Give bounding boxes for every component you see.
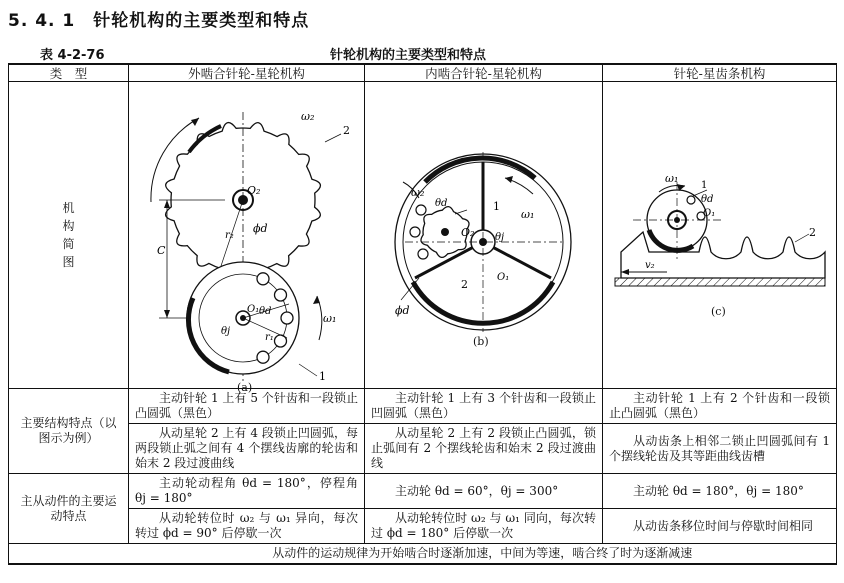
label-phid: ϕd <box>395 304 410 317</box>
table-caption: 针轮机构的主要类型和特点 <box>330 48 487 63</box>
motion-summary: 从动件的运动规律为开始啮合时逐渐加速，中间为等速，啮合终了时为逐渐减速 <box>129 544 837 565</box>
motion-driving-b: 主动轮 θd = 60°，θj = 300° <box>365 474 603 509</box>
structure-driving-a: 主动针轮 1 上有 5 个针齿和一段锁止凸圆弧（黑色） <box>129 389 365 424</box>
pin-tooth <box>257 351 269 363</box>
label-r2: r₂ <box>225 230 234 241</box>
label-omega1: ω₁ <box>521 208 535 221</box>
structure-row-driven <box>9 424 837 474</box>
label-o1: O₁ <box>247 304 260 315</box>
table-number: 表 4-2-76 <box>40 48 105 63</box>
diagram-row-label <box>9 82 129 389</box>
label-r1: r₁ <box>265 332 274 343</box>
types-table <box>8 63 837 565</box>
label-thetad: θd <box>435 198 448 209</box>
label-omega2: ω₂ <box>301 110 315 123</box>
label-o1: O₁ <box>497 272 510 283</box>
caption-c: (c) <box>711 305 726 318</box>
section-title: 5. 4. 1 针轮机构的主要类型和特点 <box>8 11 310 31</box>
label-omega1: ω₁ <box>323 312 337 325</box>
label-o2: O₂ <box>247 184 261 197</box>
rack-diagram <box>603 82 837 388</box>
label-omega1: ω₁ <box>665 172 679 185</box>
label-v2: v₂ <box>645 260 655 271</box>
header-col-b: 内啮合针轮-星轮机构 <box>365 64 603 82</box>
diagram-b-cell <box>365 82 603 389</box>
caption-a: (a) <box>237 381 253 394</box>
label-o2: O₂ <box>461 226 475 239</box>
label-thetad: θd <box>701 194 714 205</box>
label-2: 2 <box>809 226 816 239</box>
header-type: 类 型 <box>9 64 129 82</box>
motion-row-driving <box>9 474 837 509</box>
external-mesh-diagram <box>129 82 365 388</box>
structure-driven-c: 从动齿条上相邻二锁止凹圆弧间有 1 个摆线轮齿及其等距曲线齿槽 <box>603 424 837 474</box>
structure-row-label: 主要结构特点（以图示为例） <box>9 389 129 474</box>
label-o1: O₁ <box>703 208 716 219</box>
label-omega2: ω₂ <box>411 186 425 199</box>
header-col-c: 针轮-星齿条机构 <box>603 64 837 82</box>
motion-driven-a: 从动轮转位时 ω₂ 与 ω₁ 异向，每次转过 ϕd = 90° 后停歇一次 <box>129 509 365 544</box>
diagram-row-label-text: 机 构 简 图 <box>62 201 75 269</box>
diagram-row <box>9 82 837 389</box>
motion-driven-c: 从动齿条移位时间与停歇时间相同 <box>603 509 837 544</box>
header-col-a: 外啮合针轮-星轮机构 <box>129 64 365 82</box>
label-thetad: θd <box>259 306 272 317</box>
label-phid: ϕd <box>253 222 268 235</box>
pin-tooth <box>275 289 287 301</box>
structure-driving-b: 主动针轮 1 上有 3 个针齿和一段锁止凹圆弧（黑色） <box>365 389 603 424</box>
motion-row-driven <box>9 509 837 544</box>
motion-driving-c: 主动轮 θd = 180°，θj = 180° <box>603 474 837 509</box>
diagram-a-cell <box>129 82 365 394</box>
structure-driving-c: 主动针轮 1 上有 2 个针齿和一段锁止凸圆弧（黑色） <box>603 389 837 424</box>
label-2: 2 <box>461 278 468 291</box>
label-1: 1 <box>493 200 500 213</box>
pin-tooth <box>281 312 293 324</box>
header-row <box>9 64 837 82</box>
label-thetaj: θj <box>495 232 505 243</box>
motion-driven-b: 从动轮转位时 ω₂ 与 ω₁ 同向，每次转过 ϕd = 180° 后停歇一次 <box>365 509 603 544</box>
caption-b: (b) <box>473 335 489 348</box>
diagram-c-cell <box>603 82 837 389</box>
label-1: 1 <box>701 180 708 191</box>
label-c: C <box>157 244 166 257</box>
pin-tooth <box>257 273 269 285</box>
label-thetaj: θj <box>221 326 231 337</box>
motion-row-label: 主从动件的主要运动特点 <box>9 474 129 544</box>
motion-driving-a: 主动轮动程角 θd = 180°，停程角 θj = 180° <box>129 474 365 509</box>
structure-row-driving <box>9 389 837 424</box>
label-2: 2 <box>343 124 350 137</box>
structure-driven-b: 从动星轮 2 上有 2 段锁止凸圆弧，锁止弧间有 2 个摆线轮齿和始末 2 段过渡曲线 <box>365 424 603 474</box>
summary-row <box>9 544 837 565</box>
label-1: 1 <box>319 370 326 383</box>
structure-driven-a: 从动星轮 2 上有 4 段锁止凹圆弧，每两段锁止弧之间有 4 个摆线齿廓的轮齿和始末 2 段过渡曲线 <box>129 424 365 474</box>
